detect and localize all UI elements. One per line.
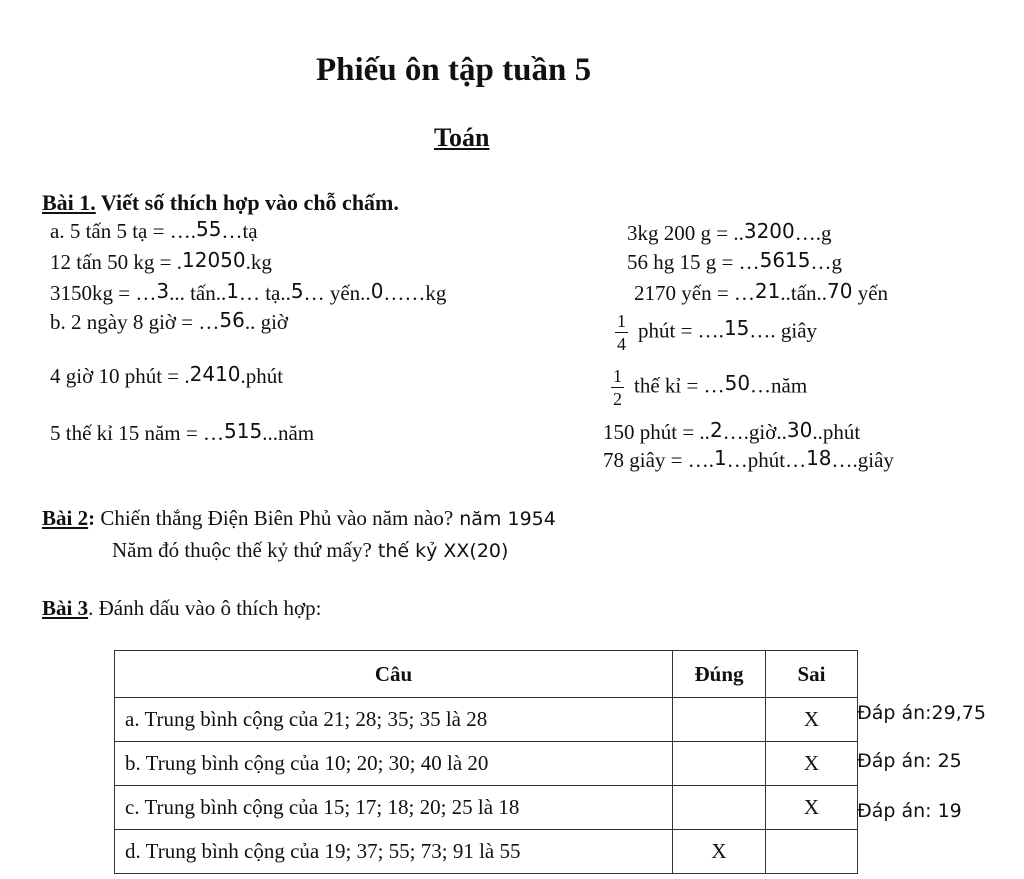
- ex1-line-r5: [611, 365, 807, 410]
- exercise-2-question-2: [112, 538, 508, 563]
- ex1-a1-answer: 55: [195, 217, 222, 241]
- ex1-r3-answer-tan: 21: [754, 279, 781, 303]
- ex1-line-r1: [627, 221, 832, 246]
- ex1-a3-unit-ta: … tạ..: [238, 281, 291, 305]
- sai-checkbox-cell[interactable]: X: [766, 698, 858, 742]
- ex1-a3-answer-tan: 3: [156, 279, 170, 303]
- ex1-b3-prompt: 5 thế kỉ 15 năm = …: [50, 421, 224, 445]
- ex1-b1-answer: 56: [219, 308, 245, 332]
- column-header-cau: Câu: [115, 651, 673, 698]
- exercise-3-label: Bài 3: [42, 596, 89, 620]
- statement-cell: a. Trung bình cộng của 21; 28; 35; 35 là 28: [115, 698, 673, 742]
- ex1-a2-prompt: 12 tấn 50 kg = .: [50, 250, 182, 274]
- exercise-2-q2-text: Năm đó thuộc thế kỷ thứ mấy?: [112, 538, 372, 562]
- exercise-3-heading: [42, 596, 321, 621]
- exercise-2-q2-answer: thế kỷ XX(20): [371, 540, 509, 562]
- ex1-r3-unit-tan: ..tấn..: [780, 281, 828, 305]
- ex1-b3-answer: 515: [224, 419, 263, 443]
- ex1-r4-prompt: phút = ….: [638, 318, 724, 343]
- ex1-line-b1: [50, 310, 288, 335]
- subject-heading: Toán: [434, 123, 490, 152]
- sai-checkbox-cell[interactable]: X: [766, 742, 858, 786]
- ex1-line-r4: [615, 310, 817, 355]
- statement-cell: d. Trung bình cộng của 19; 37; 55; 73; 91 là 55: [115, 830, 673, 874]
- exercise-3-instruction: . Đánh dấu vào ô thích hợp:: [88, 596, 322, 620]
- ex1-r4-unit: …. giây: [749, 318, 818, 343]
- exercise-2-label: Bài 2: [42, 506, 89, 530]
- ex1-r2-answer: 5615: [759, 248, 811, 272]
- ex1-line-b2: [50, 364, 283, 389]
- ex1-r7-prompt: 78 giây = ….: [603, 448, 714, 472]
- ex1-a3-answer-ta: 1: [226, 279, 239, 303]
- dung-checkbox-cell[interactable]: X: [673, 830, 766, 874]
- ex1-b3-unit: ...năm: [262, 421, 315, 445]
- ex1-r1-prompt: 3kg 200 g = ..: [627, 221, 744, 245]
- ex1-r2-unit: …g: [810, 250, 842, 274]
- column-header-dung: Đúng: [673, 651, 766, 698]
- ex1-r7-answer-phut: 1: [714, 446, 727, 470]
- fraction-numerator: 1: [613, 366, 622, 386]
- ex1-line-r6: [603, 420, 860, 445]
- table-header-row: [115, 651, 858, 698]
- ex1-a3-answer-kg: 0: [370, 279, 384, 303]
- dung-checkbox-cell[interactable]: [673, 698, 766, 742]
- exercise-2-question-1: Bài 2: Chiến thắng Điện Biên Phủ vào năm nào? năm 1954: [42, 506, 556, 530]
- ex1-a3-unit-yen: … yến..: [303, 281, 371, 305]
- ex1-r2-prompt: 56 hg 15 g = …: [627, 250, 760, 274]
- dung-checkbox-cell[interactable]: [673, 786, 766, 830]
- table-row: [115, 698, 858, 742]
- ex1-r7-answer-giay: 18: [806, 446, 832, 470]
- fraction-denominator: 2: [613, 389, 622, 409]
- ex1-b2-unit: .phút: [240, 364, 284, 388]
- table-row: [115, 742, 858, 786]
- ex1-line-r2: [627, 250, 842, 275]
- ex1-a3-unit-kg: ……kg: [383, 281, 447, 305]
- exercise-1-heading: [42, 190, 399, 216]
- dung-checkbox-cell[interactable]: [673, 742, 766, 786]
- ex1-r6-unit-gio: ….giờ..: [722, 420, 787, 444]
- true-false-table: [114, 650, 858, 874]
- page-title: Phiếu ôn tập tuần 5: [316, 52, 592, 88]
- exercise-1-instruction: Viết số thích hợp vào chỗ chấm.: [95, 190, 399, 215]
- ex1-r6-answer-gio: 2: [709, 418, 723, 442]
- ex1-r1-answer: 3200: [743, 219, 795, 243]
- fraction-one-half: [611, 365, 624, 410]
- ex1-r1-unit: ….g: [794, 221, 832, 245]
- ex1-line-r7: [603, 448, 894, 473]
- ex1-r6-answer-phut: 30: [786, 418, 813, 442]
- ex1-r7-unit-phut: …phút…: [726, 448, 807, 472]
- ex1-r3-unit-yen: yến: [852, 281, 889, 305]
- exercise-2-q1-text: Chiến thắng Điện Biên Phủ vào năm nào?: [95, 506, 454, 530]
- ex1-r6-prompt: 150 phút = ..: [603, 420, 710, 444]
- ex1-line-r3: [634, 281, 888, 306]
- ex1-r5-prompt: thế kỉ = …: [634, 373, 725, 398]
- table-row: [115, 786, 858, 830]
- sai-checkbox-cell[interactable]: X: [766, 786, 858, 830]
- ex1-line-a2: [50, 250, 272, 275]
- answer-note-a: Đáp án:29,75: [857, 702, 986, 724]
- ex1-b1-unit: .. giờ: [244, 310, 289, 334]
- statement-cell: c. Trung bình cộng của 15; 17; 18; 20; 25 là 18: [115, 786, 673, 830]
- ex1-r6-unit-phut: ..phút: [812, 420, 861, 444]
- ex1-a1-prompt: a. 5 tấn 5 tạ = ….: [50, 219, 196, 243]
- ex1-r7-unit-giay: ….giây: [831, 448, 894, 472]
- answer-note-c: Đáp án: 19: [857, 800, 962, 822]
- ex1-a1-unit: …tạ: [221, 219, 258, 243]
- ex1-a3-answer-yen: 5: [290, 279, 304, 303]
- column-header-sai: Sai: [766, 651, 858, 698]
- ex1-a3-unit-tan: ... tấn..: [169, 281, 227, 305]
- exercise-2-q1-answer: năm 1954: [453, 508, 556, 530]
- ex1-r3-prompt: 2170 yến = …: [634, 281, 755, 305]
- ex1-a2-unit: .kg: [245, 250, 272, 274]
- exercise-1-label: Bài 1.: [42, 190, 96, 215]
- fraction-numerator: 1: [617, 311, 626, 331]
- fraction-denominator: 4: [617, 334, 626, 354]
- ex1-line-a1: [50, 219, 258, 244]
- answer-note-b: Đáp án: 25: [857, 750, 962, 772]
- ex1-r5-answer: 50: [724, 371, 751, 396]
- ex1-r5-unit: …năm: [750, 373, 808, 398]
- ex1-b2-answer: 2410: [189, 362, 241, 386]
- ex1-r4-answer: 15: [723, 316, 750, 341]
- ex1-a3-prompt: 3150kg = …: [50, 281, 157, 305]
- table-row: [115, 830, 858, 874]
- ex1-r3-answer-yen: 70: [827, 279, 853, 303]
- statement-cell: b. Trung bình cộng của 10; 20; 30; 40 là 20: [115, 742, 673, 786]
- ex1-a2-answer: 12050: [182, 248, 246, 272]
- fraction-one-quarter: [615, 310, 628, 355]
- ex1-line-b3: [50, 421, 314, 446]
- ex1-b2-prompt: 4 giờ 10 phút = .: [50, 364, 190, 388]
- ex1-line-a3: [50, 281, 446, 306]
- sai-checkbox-cell[interactable]: [766, 830, 858, 874]
- ex1-b1-prompt: b. 2 ngày 8 giờ = …: [50, 310, 220, 334]
